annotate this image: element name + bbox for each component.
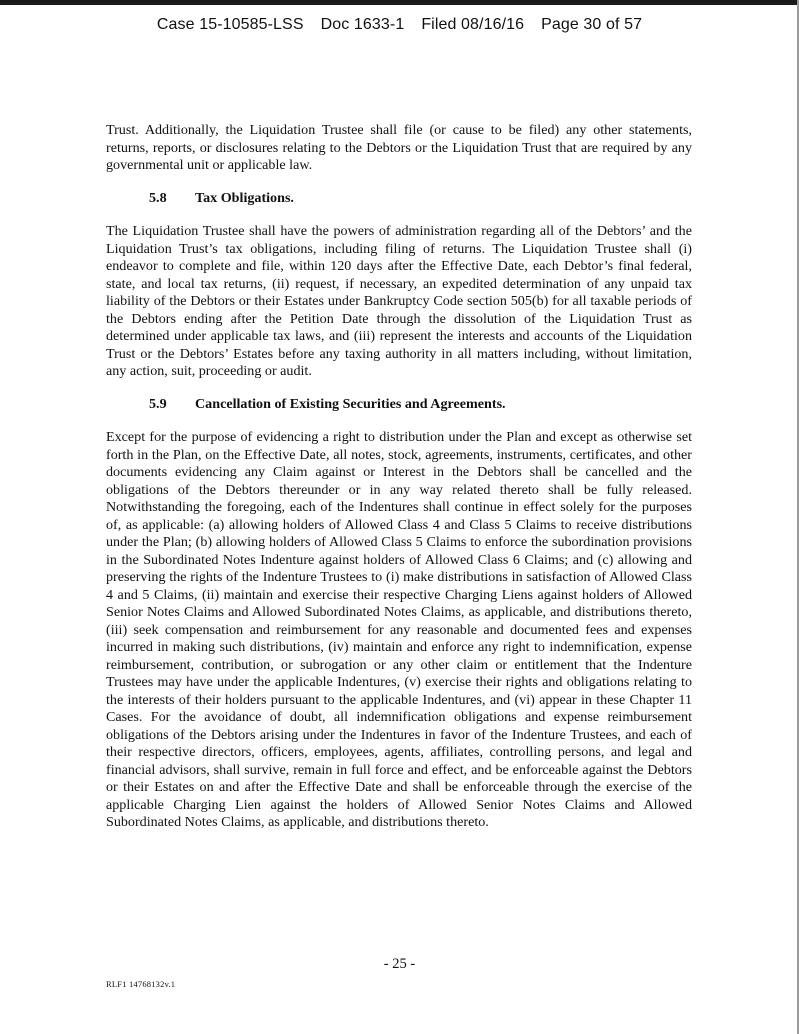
- document-number: Doc 1633-1: [320, 16, 405, 33]
- document-id: RLF1 14768132v.1: [106, 979, 176, 989]
- section-heading-5-9: [106, 396, 692, 414]
- section-paragraph-5-8: The Liquidation Trustee shall have the powers of administration regarding all of the Debtors’ and the Liquidation Trust’s tax obligations, including filing of returns. The Liquidation Trustee shall (i) endeavor to complete and file, within 120 days after the Effective Date, each Debtor’s final federal, state, and local tax returns, (ii) request, if necessary, an expedited determination of any unpaid tax liability of the Debtors or their Estates under Bankruptcy Code section 505(b) for all taxable periods of the Debtors ending after the Petition Date through the dissolution of the Liquidation Trust as determined under applicable tax laws, and (iii) represent the interests and accounts of the Liquidation Trust or the Debtors’ Estates before any taxing authority in all matters including, without limitation, any action, suit, proceeding or audit.: [106, 223, 692, 379]
- section-number: 5.8: [149, 189, 167, 206]
- document-body: [106, 122, 692, 832]
- section-heading-5-8: [106, 190, 692, 208]
- page-count: Page 30 of 57: [541, 16, 643, 33]
- scan-top-border: [0, 0, 799, 5]
- section-title: Tax Obligations.: [195, 189, 294, 206]
- section-title: Cancellation of Existing Securities and Agreements.: [195, 395, 506, 412]
- section-number: 5.9: [149, 395, 167, 412]
- filed-date: Filed 08/16/16: [421, 16, 525, 33]
- intro-paragraph: Trust. Additionally, the Liquidation Trustee shall file (or cause to be filed) any other statements, returns, reports, or disclosures relating to the Debtors or the Liquidation Trust that are required by any governmental unit or applicable law.: [106, 122, 692, 173]
- page-number: - 25 -: [383, 956, 416, 972]
- section-paragraph-5-9: Except for the purpose of evidencing a right to distribution under the Plan and except as otherwise set forth in the Plan, on the Effective Date, all notes, stock, agreements, instruments, certificates, and other documents evidencing any Claim against or Interest in the Debtors shall be cancelled and the obligations of the Debtors thereunder or in any way related thereto shall be fully released. Notwithstanding the foregoing, each of the Indentures shall continue in effect solely for the purposes of, as applicable: (a) allowing holders of Allowed Class 4 and Class 5 Claims to receive distributions under the Plan; (b) allowing holders of Allowed Class 5 Claims to enforce the subordination provisions in the Subordinated Notes Indenture against holders of Allowed Class 6 Claims; and (c) allowing and preserving the rights of the Indenture Trustees to (i) make distributions in satisfaction of Allowed Class 4 and 5 Claims, (ii) maintain and exercise their respective Charging Liens against holders of Allowed Senior Notes Claims and Allowed Subordinated Notes Claims, as applicable, and distributions thereto, (iii) seek compensation and reimbursement for any reasonable and documented fees and expenses incurred in making such distributions, (iv) maintain and enforce any right to indemnification, expense reimbursement, contribution, or subrogation or any other claim or entitlement that the Indenture Trustees may have under the applicable Indentures, (v) exercise their rights and obligations relating to the interests of their holders pursuant to the applicable Indentures, and (vi) appear in these Chapter 11 Cases. For the avoidance of doubt, all indemnification obligations and expense reimbursement obligations of the Debtors arising under the Indentures in favor of the Indenture Trustees, and each of their respective directors, officers, employees, agents, affiliates, controlling persons, and legal and financial advisors, shall survive, remain in full force and effect, and be enforceable against the Debtors or their Estates on and after the Effective Date and shall be enforceable through the exercise of the applicable Charging Lien against the holders of Allowed Senior Notes Claims and Allowed Subordinated Notes Claims, as applicable, and distributions thereto.: [106, 429, 692, 830]
- court-filing-header: [0, 16, 799, 34]
- case-number: Case 15-10585-LSS: [156, 16, 304, 33]
